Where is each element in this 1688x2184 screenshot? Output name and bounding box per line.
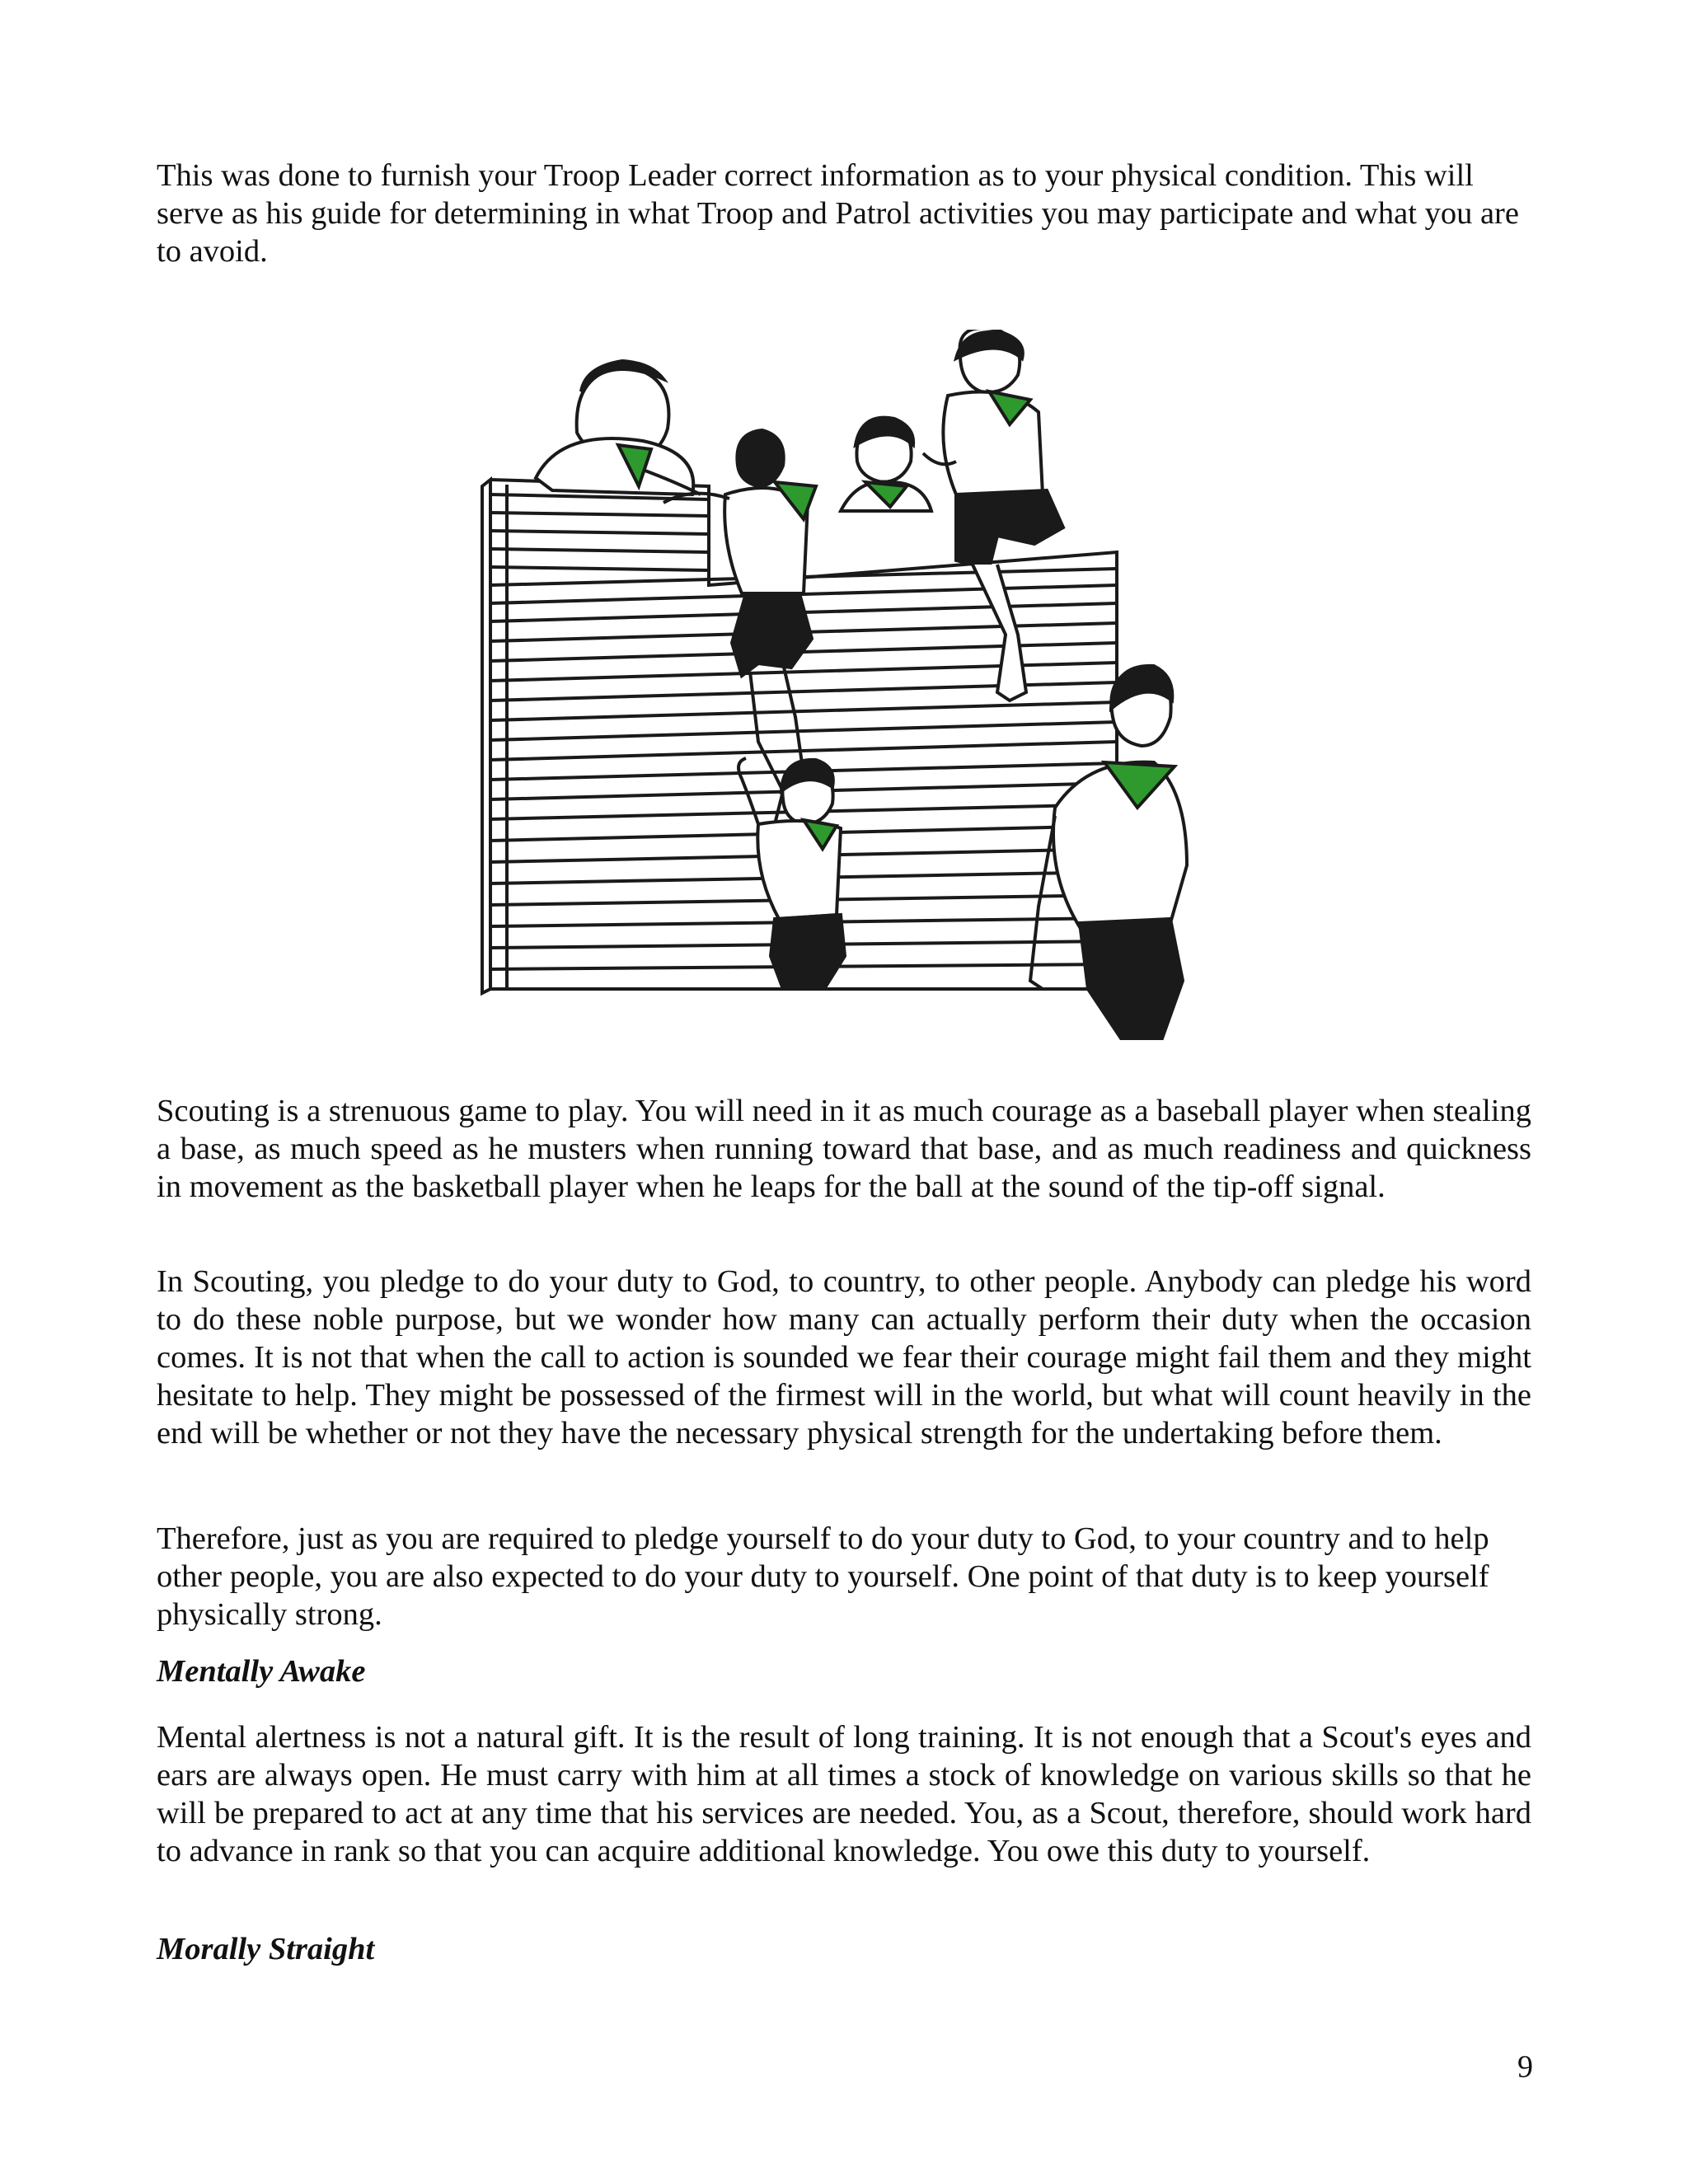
heading-mentally-awake: Mentally Awake — [157, 1654, 366, 1689]
paragraph-duty-to-yourself: Therefore, just as you are required to pledge yourself to do your duty to God, to your country and to help other people, you are also expected to do your duty to yourself. One point of that duty is to keep yourself physically strong. — [157, 1521, 1489, 1632]
paragraph-mental-alertness: Mental alertness is not a natural gift. It is the result of long training. It is not enough that a Scout's eyes and ears are always open. He must carry with him at all times a stock of knowledge on various skills so that he will be prepared to act at any time that his services are needed. You, as a Scout, therefore, should work hard to advance in rank so that you can acquire additional knowledge. You owe this duty to yourself. — [157, 1720, 1531, 1868]
page-number: 9 — [1517, 2050, 1533, 2084]
scout-on-top-left — [536, 361, 701, 494]
heading-morally-straight: Morally Straight — [157, 1932, 375, 1966]
scout-peeking-over-wall — [841, 418, 931, 511]
scouts-climbing-wall-illustration — [429, 330, 1269, 1055]
paragraph-strenuous-game: Scouting is a strenuous game to play. You will need in it as much courage as a baseball player when stealing a base, as much speed as he musters when running toward that base, and as much readiness and quickness in movement as the basketball player when he leaps for the ball at the sound of the tip-off signal. — [157, 1094, 1531, 1204]
paragraph-physical-condition: This was done to furnish your Troop Leader correct information as to your physical condition. This will serve as his guide for determining in what Troop and Patrol activities you may participate and what you are to avoid. — [157, 158, 1519, 269]
paragraph-pledge-duty: In Scouting, you pledge to do your duty to God, to country, to other people. Anybody can pledge his word to do these noble purpose, but we wonder how many can actually perform their duty when the occasion comes. It is not that when the call to action is sounded we fear their courage might fail them and they might hesitate to help. They might be possessed of the firmest will in the world, but what will count heavily in the end will be whether or not they have the necessary physical strength for the undertaking before them. — [157, 1264, 1531, 1451]
